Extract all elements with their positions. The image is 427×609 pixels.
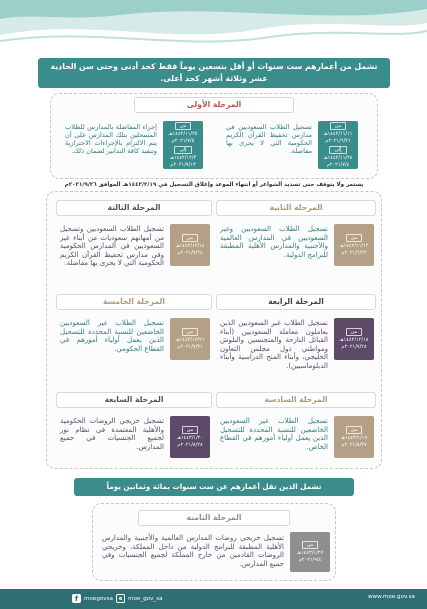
from-hijri-date: ١٤٤٢/١٢/١٤هـ xyxy=(175,243,205,250)
from-label: من xyxy=(182,234,198,242)
from-hijri-date: ١٤٤٣/١/٢٧هـ xyxy=(296,550,324,557)
stage-1-step-1-description: تسجيل الطلاب السعوديين في مدارس تحفيظ القرآن الكريم الحكومية التي لا يجرى بها مفاضلة. xyxy=(226,123,312,155)
to-hijri-date: ١٤٤٢/١١/٢٤هـ xyxy=(323,155,353,161)
registration-deadline-note: يستمر ولا يتوقف حتى تسديد الشواغر أو انتهاء الموعد وإغلاق التسجيل في ١٤٤٣/٢/١٩هـ الموافق ٢٠٢١/٩/٢٦م xyxy=(64,182,364,188)
stage-5-card xyxy=(56,294,212,386)
instagram-handle xyxy=(116,594,163,603)
to-hijri-date: ١٤٤٢/١٢/٣هـ xyxy=(169,155,197,161)
from-hijri-date: ١٤٤٢/١١/١٢هـ xyxy=(339,243,369,250)
from-hijri-date: ١٤٤٢/١١/١١هـ xyxy=(323,131,353,138)
stage-7-date-box xyxy=(170,416,210,458)
stage-8-date-box xyxy=(290,532,330,572)
to-gregorian-date: ٢٠٢١/٧/١٣م xyxy=(170,161,196,168)
stage-8-description: تسجيل خريجي روضات المدارس العالمية والأجنبية والمدارس الأهلية المطبقة للبرامج الدولية من داخل المملكة، وخريجي الروضات القادمين من خارج المملكة لجميع الجنسيات وفي جميع المدارس. xyxy=(102,534,284,568)
from-hijri-date: ١٤٤٢/١٢/١٨هـ xyxy=(339,337,369,344)
stage-7-title: المرحلة السابعة xyxy=(56,392,212,408)
kindergarten-age-text: تشمل الذين تقل أعمارهم عن ست سنوات بمائة وثمانين يوماً xyxy=(106,482,322,491)
from-hijri-date: ١٤٤٢/١١/٢٥هـ xyxy=(168,131,198,138)
to-label: إلى xyxy=(329,146,346,154)
stage-2-title: المرحلة الثانية xyxy=(216,200,376,216)
from-gregorian-date: ٢٠٢١/٨/٢٨م xyxy=(177,442,203,448)
stage-4-description: تسجيل الطلاب غير السعوديين الذين يعاملون معاملة السعوديين (أبناء القبائل النازحة والمتجنسين والبلوش ومواطني دول مجلس التعاون الخليجي، وأبناء المنح الدراسية وأبناء الدبلوماسيين). xyxy=(220,319,328,370)
stage-1-step-2-description: إجراء المفاضلة بالمدارس للطلاب المسجلين بتلك المدارس على أن يتم الالتزام بالإجراءات الاحترازية وتنفيذ كافة التدابير لضمان ذلك. xyxy=(65,123,157,155)
facebook-handle-text: moegovsa xyxy=(84,595,113,602)
from-gregorian-date: ٢٠٢١/٨/٢٧م xyxy=(341,442,367,448)
stage-2-card xyxy=(216,200,376,286)
stage-3-date-box xyxy=(170,224,210,266)
footer-bar xyxy=(0,589,427,609)
instagram-icon xyxy=(116,594,125,603)
facebook-handle xyxy=(72,594,113,603)
stage-3-description: تسجيل الطلاب السعوديين وتسجيل من أمهاتهم سعوديات من أبناء غير السعوديين في المدارس الحكومية وفي مدارس تحفيظ القرآن الكريم الحكومية التي لا يجرى بها مفاضلة. xyxy=(60,225,164,268)
stage-1-section xyxy=(50,93,378,179)
stage-5-date-box xyxy=(170,318,210,360)
age-criteria-banner xyxy=(38,58,390,88)
facebook-icon: f xyxy=(72,594,81,603)
stage-7-description: تسجيل خريجي الروضات الحكومية والأهلية المعتمدة في نظام نور لجميع الجنسيات في جميع المدارس. xyxy=(60,417,164,451)
stage-2-description: تسجيل الطلاب السعوديين وغير السعوديين في المدارس العالمية والأجنبية والمدارس الأهلية المطبقة للبرامج الدولية. xyxy=(220,225,328,259)
stage-3-title: المرحلة الثالثة xyxy=(56,200,212,216)
top-wave-decoration xyxy=(0,0,427,52)
website-text: www.moe.gov.sa xyxy=(367,594,415,600)
website xyxy=(368,594,415,600)
stage-6-card xyxy=(216,392,376,464)
from-gregorian-date: ٢٠٢١/٦/٢٢م xyxy=(341,250,367,256)
stage-6-description: تسجيل الطلاب غير السعوديين الخاضعين للنسبة المحددة للتسجيل الذين يعمل أولياء أمورهم في القطاع الخاص. xyxy=(220,417,328,451)
from-label: من xyxy=(346,234,362,242)
from-gregorian-date: ٢٠٢١/٩/٤م xyxy=(298,557,322,563)
instagram-handle-text: moe_gov_sa xyxy=(128,595,163,602)
stage-8-title: المرحلة الثامنة xyxy=(138,510,290,526)
stage-4-date-box xyxy=(334,318,374,360)
stage-1-step-2-date-box xyxy=(163,121,203,169)
stage-8-section xyxy=(92,503,336,581)
stage-4-card xyxy=(216,294,376,386)
stage-5-title: المرحلة الخامسة xyxy=(56,294,212,310)
stage-4-title: المرحلة الرابعة xyxy=(216,294,376,310)
from-hijri-date: ١٤٤٢/١٢/٢١هـ xyxy=(175,337,205,344)
from-gregorian-date: ٢٠٢١/٦/٢١م xyxy=(325,138,351,145)
stage-1-step-1-date-box xyxy=(318,121,358,169)
from-gregorian-date: ٢٠٢١/٧/٢٤م xyxy=(177,250,203,256)
from-hijri-date: ١٤٤٣/١/٢٠هـ xyxy=(176,435,204,442)
from-gregorian-date: ٢٠٢١/٧/٣١م xyxy=(177,344,203,350)
from-label: من xyxy=(330,122,346,130)
from-gregorian-date: ٢٠٢١/٧/٢٨م xyxy=(341,344,367,350)
stage-1-title: المرحلة الأولى xyxy=(134,97,294,113)
to-label: إلى xyxy=(174,146,191,154)
from-label: من xyxy=(175,122,191,130)
from-label: من xyxy=(182,426,198,434)
to-gregorian-date: ٢٠٢١/٧/٤م xyxy=(326,161,350,168)
from-label: من xyxy=(302,541,318,549)
stage-5-description: تسجيل الطلاب غير السعوديين الخاضعين للنسبة المحددة للتسجيل الذين يعمل أولياء أمورهم في القطاع الحكومي. xyxy=(60,319,164,353)
stage-6-date-box xyxy=(334,416,374,458)
from-label: من xyxy=(346,328,362,336)
stage-2-date-box xyxy=(334,224,374,266)
kindergarten-age-banner xyxy=(74,478,354,496)
from-label: من xyxy=(346,426,362,434)
stages-2-to-7-section xyxy=(46,191,382,469)
stage-7-card xyxy=(56,392,212,464)
from-label: من xyxy=(182,328,198,336)
from-gregorian-date: ٢٠٢١/٧/٥م xyxy=(171,138,195,145)
stage-6-title: المرحلة السادسة xyxy=(216,392,376,408)
stage-3-card xyxy=(56,200,212,286)
age-criteria-text: تشمل من أعمارهم ست سنوات أو أقل بتسعين يوماً فقط كحد أدنى وحتى سن الحادية عشر وثلاثة أشهر كحد أعلى. xyxy=(50,62,378,83)
from-hijri-date: ١٤٤٣/١/١٩هـ xyxy=(340,435,368,442)
